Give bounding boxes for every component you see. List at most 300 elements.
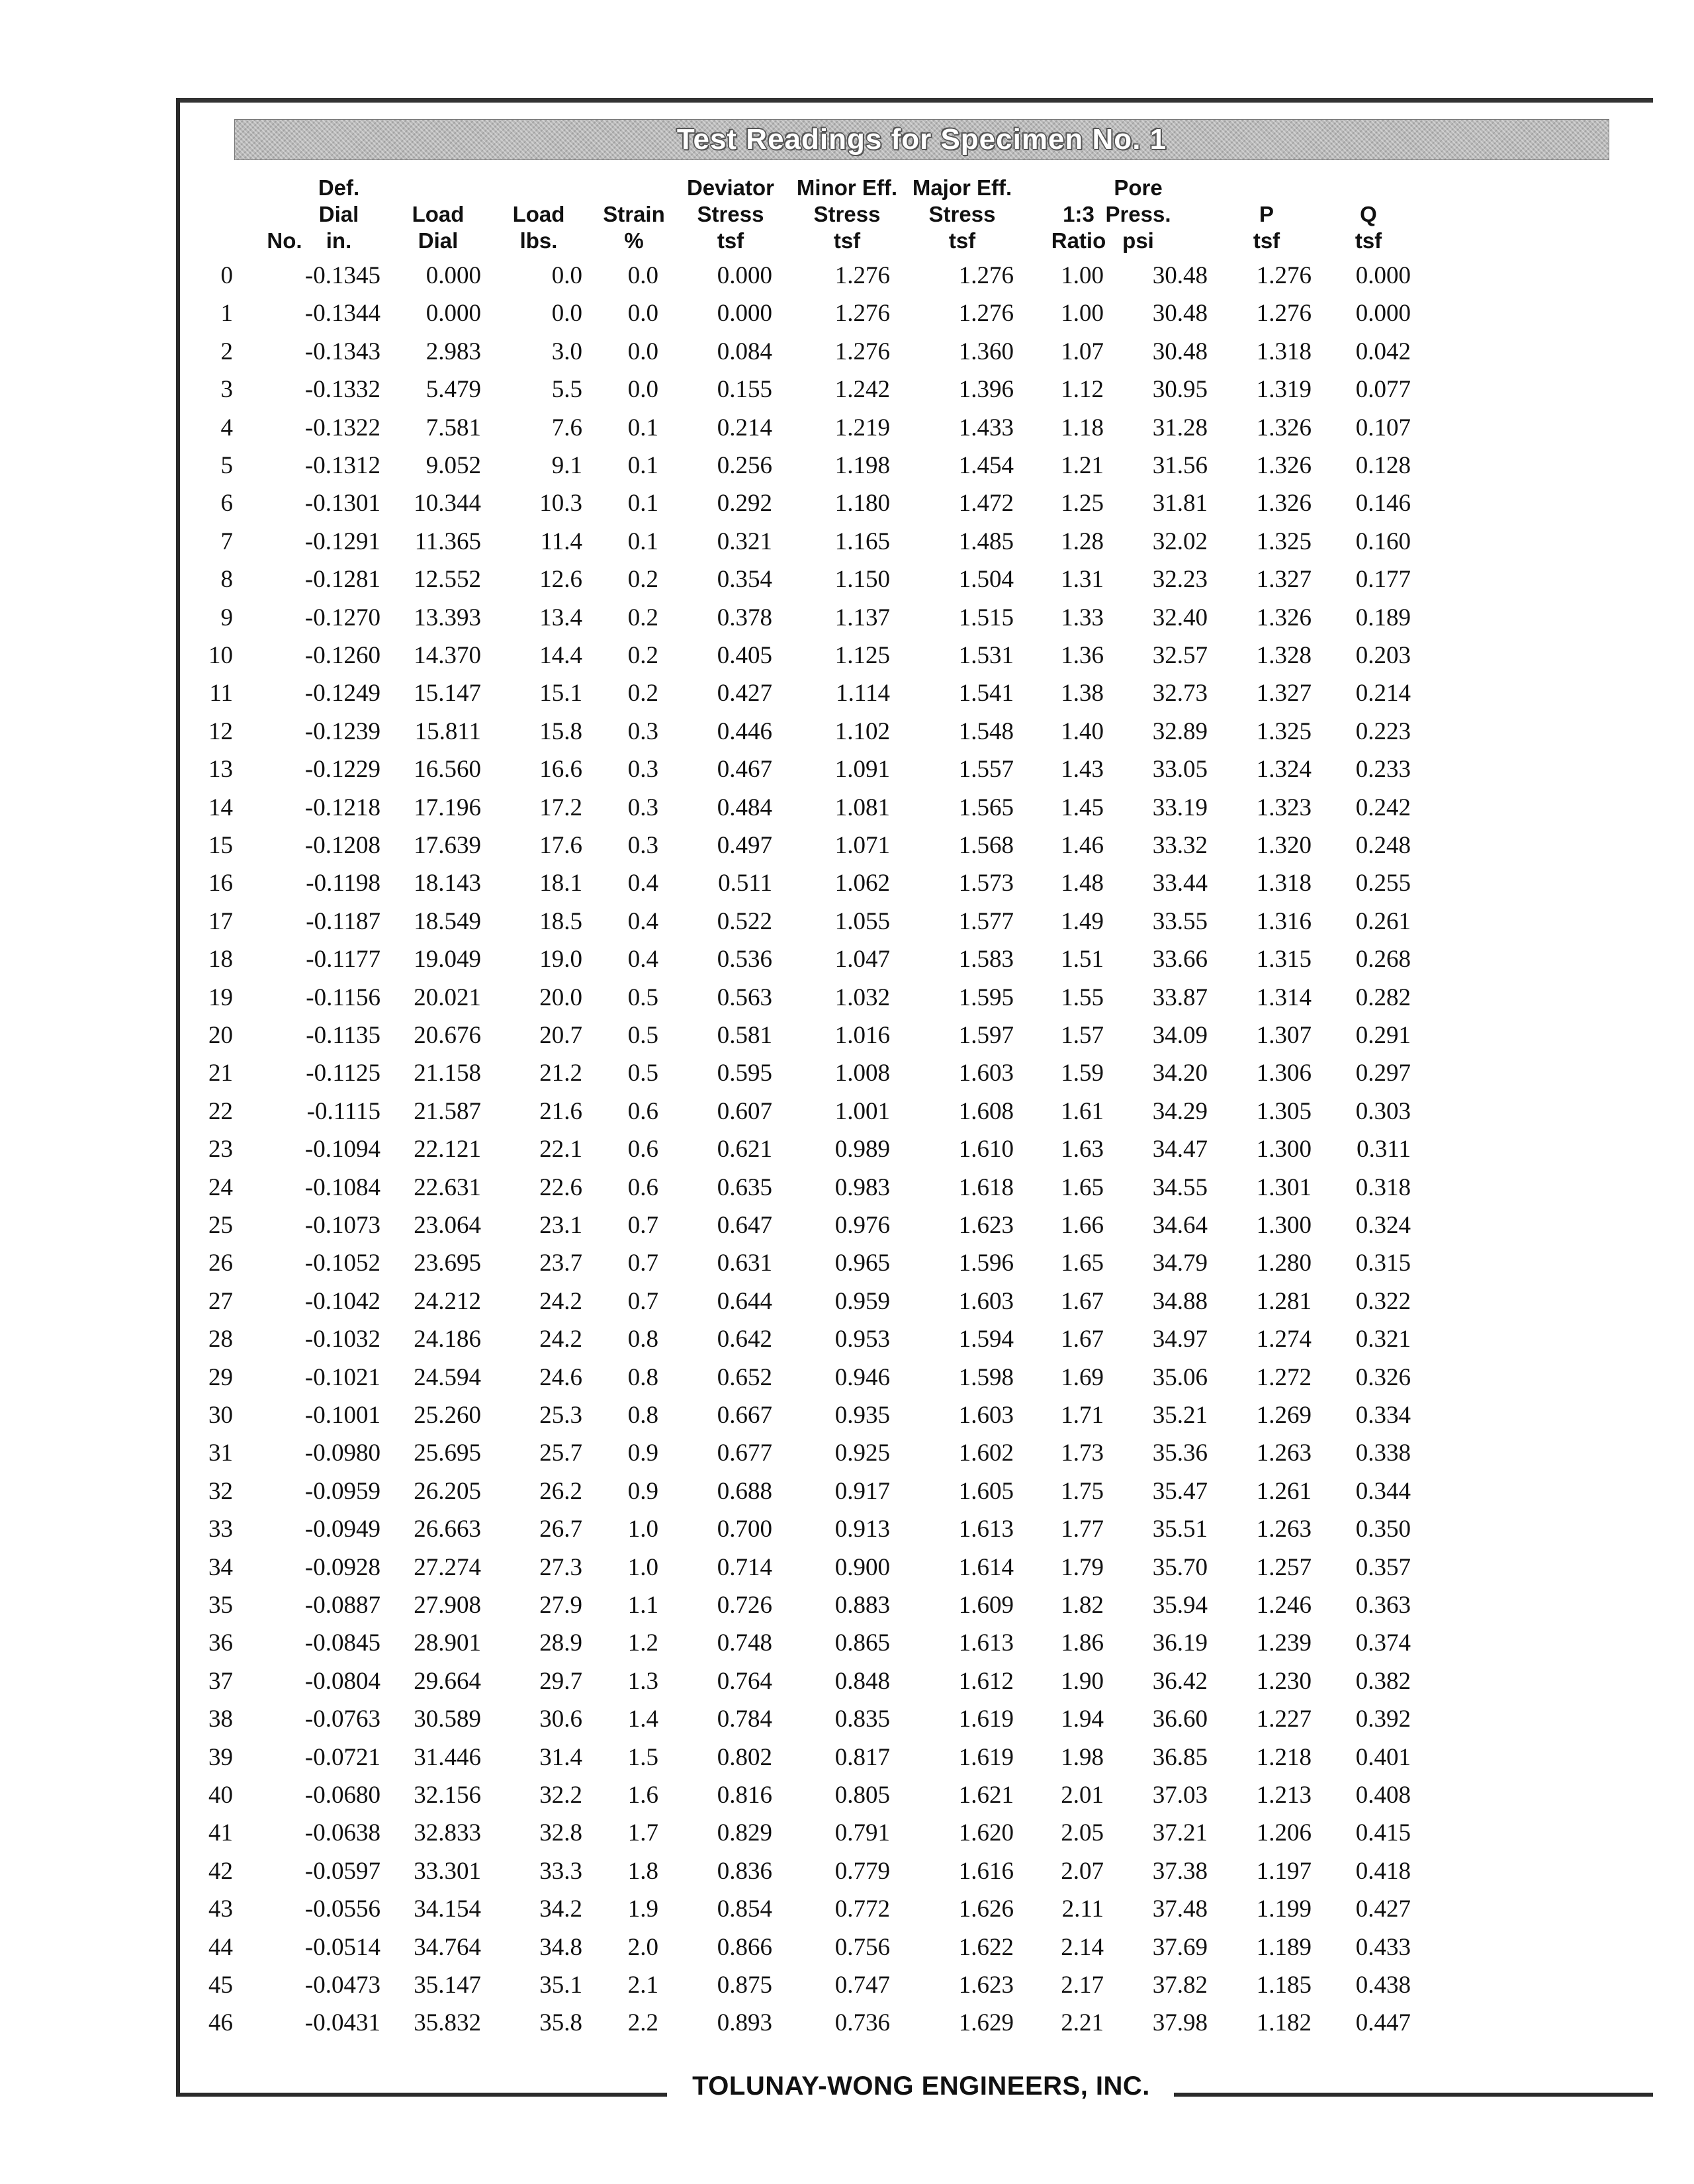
column-header-line: tsf — [833, 228, 861, 253]
table-cell: 1.613 — [958, 1629, 1014, 1657]
table-cell: 1.263 — [1256, 1439, 1312, 1467]
table-cell: -0.1249 — [304, 680, 380, 707]
table-cell: 1.016 — [834, 1022, 890, 1049]
table-cell: 27.274 — [414, 1553, 481, 1581]
table-cell: 32.2 — [539, 1782, 582, 1809]
table-cell: 32.833 — [414, 1819, 481, 1847]
table-cell: 12.552 — [414, 566, 481, 594]
table-cell: 21.2 — [539, 1060, 582, 1087]
column-header-line: Q — [1360, 202, 1377, 226]
table-cell: 1.69 — [1061, 1363, 1104, 1391]
table-cell: 1.314 — [1256, 983, 1312, 1011]
table-cell: 30.95 — [1152, 376, 1208, 404]
table-cell: 1.596 — [958, 1250, 1014, 1277]
column-header-line: Major Eff. — [912, 175, 1012, 200]
table-cell: 23.064 — [414, 1212, 481, 1239]
table-cell: 41 — [208, 1819, 233, 1847]
table-cell: 11.4 — [540, 527, 582, 555]
table-cell: 1.326 — [1256, 414, 1312, 441]
column-header-line: Dial — [318, 202, 359, 226]
table-cell: 1.047 — [834, 946, 890, 974]
table-cell: 1.45 — [1061, 794, 1104, 821]
title-banner — [234, 119, 1609, 160]
table-row — [0, 1933, 1694, 1971]
table-row — [0, 1629, 1694, 1666]
table-cell: 1.603 — [958, 1402, 1014, 1429]
table-cell: 1.276 — [834, 262, 890, 289]
table-cell: -0.0804 — [304, 1667, 380, 1695]
table-cell: 1.276 — [1256, 262, 1312, 289]
table-cell: 0.177 — [1355, 566, 1411, 594]
table-cell: 34.2 — [539, 1895, 582, 1923]
table-cell: 1.137 — [834, 604, 890, 631]
table-cell: 35.21 — [1152, 1402, 1208, 1429]
table-cell: 0.392 — [1355, 1706, 1411, 1733]
table-cell: 0.255 — [1355, 870, 1411, 897]
table-cell: 0.0 — [627, 376, 658, 404]
table-cell: 0.0 — [627, 300, 658, 328]
table-cell: 1.75 — [1061, 1477, 1104, 1505]
table-cell: 6 — [220, 490, 233, 518]
table-cell: 0.042 — [1355, 338, 1411, 365]
table-cell: 1.57 — [1061, 1022, 1104, 1049]
table-cell: 1.206 — [1256, 1819, 1312, 1847]
table-cell: -0.1260 — [304, 642, 380, 669]
table-cell: 0.8 — [627, 1363, 658, 1391]
table-cell: 17.196 — [414, 794, 481, 821]
table-cell: 32.02 — [1152, 527, 1208, 555]
table-cell: 22.631 — [414, 1173, 481, 1201]
table-cell: 1.621 — [958, 1782, 1014, 1809]
table-cell: 9.052 — [425, 452, 481, 479]
table-cell: 16 — [208, 870, 233, 897]
column-header-line: No. — [267, 228, 302, 253]
table-cell: -0.1187 — [306, 907, 380, 935]
table-cell: -0.1208 — [304, 832, 380, 859]
table-cell: 1.114 — [836, 680, 890, 707]
table-cell: 0.146 — [1355, 490, 1411, 518]
table-cell: 1.577 — [958, 907, 1014, 935]
table-cell: 34.09 — [1152, 1022, 1208, 1049]
table-cell: 1.598 — [958, 1363, 1014, 1391]
table-cell: 16.560 — [414, 756, 481, 784]
table-cell: 0.321 — [717, 527, 772, 555]
column-header — [781, 171, 913, 254]
table-cell: 35.06 — [1152, 1363, 1208, 1391]
table-cell: 1.396 — [958, 376, 1014, 404]
table-cell: 1.300 — [1256, 1212, 1312, 1239]
table-cell: 5.5 — [551, 376, 582, 404]
table-row — [0, 1325, 1694, 1363]
table-cell: 0.6 — [627, 1097, 658, 1125]
table-cell: 28.901 — [414, 1629, 481, 1657]
table-cell: 1.605 — [958, 1477, 1014, 1505]
table-cell: 1.326 — [1256, 490, 1312, 518]
table-cell: -0.0959 — [304, 1477, 380, 1505]
table-cell: 0.405 — [717, 642, 772, 669]
table-cell: 24 — [208, 1173, 233, 1201]
table-cell: 1.73 — [1061, 1439, 1104, 1467]
table-row — [0, 1477, 1694, 1515]
table-row — [0, 755, 1694, 793]
column-header-line: tsf — [1355, 228, 1382, 253]
table-cell: 0.866 — [717, 1933, 772, 1961]
table-cell: 30.48 — [1152, 262, 1208, 289]
table-row — [0, 1249, 1694, 1287]
table-cell: 4 — [220, 414, 233, 441]
table-cell: 0.077 — [1355, 376, 1411, 404]
table-row — [0, 1895, 1694, 1933]
table-cell: 0.917 — [834, 1477, 890, 1505]
table-cell: 29.664 — [414, 1667, 481, 1695]
table-cell: 31.4 — [539, 1743, 582, 1771]
table-cell: 33.55 — [1152, 907, 1208, 935]
column-header-line: 1:3 — [1063, 202, 1094, 226]
table-cell: 0.748 — [717, 1629, 772, 1657]
table-cell: 0.835 — [834, 1706, 890, 1733]
table-cell: 0.427 — [717, 680, 772, 707]
table-cell: 2.1 — [627, 1972, 658, 1999]
table-cell: 2.07 — [1061, 1857, 1104, 1885]
table-cell: 2.17 — [1061, 1972, 1104, 1999]
table-cell: 1.472 — [958, 490, 1014, 518]
table-cell: 33.19 — [1152, 794, 1208, 821]
table-cell: 0.344 — [1355, 1477, 1411, 1505]
table-cell: 1.360 — [958, 338, 1014, 365]
column-header-line: Stress — [813, 202, 881, 226]
table-cell: 0.946 — [834, 1363, 890, 1391]
table-cell: 0.700 — [717, 1516, 772, 1543]
table-row — [0, 679, 1694, 717]
table-cell: 0.791 — [834, 1819, 890, 1847]
table-cell: 0.1 — [627, 452, 658, 479]
table-cell: 1.612 — [958, 1667, 1014, 1695]
table-cell: 1.12 — [1061, 376, 1104, 404]
table-row — [0, 1097, 1694, 1135]
table-cell: 0.000 — [717, 262, 772, 289]
table-cell: 0.354 — [717, 566, 772, 594]
table-cell: -0.1239 — [304, 717, 380, 745]
table-row — [0, 1857, 1694, 1895]
table-row — [0, 1553, 1694, 1591]
table-cell: 1.59 — [1061, 1060, 1104, 1087]
table-cell: 1.82 — [1061, 1592, 1104, 1619]
table-cell: 1.66 — [1061, 1212, 1104, 1239]
table-row — [0, 414, 1694, 451]
table-cell: 0.7 — [627, 1250, 658, 1277]
table-cell: -0.1301 — [304, 490, 380, 518]
table-cell: -0.1084 — [304, 1173, 380, 1201]
table-cell: 27 — [208, 1287, 233, 1315]
table-cell: -0.1052 — [304, 1250, 380, 1277]
table-cell: 22.6 — [539, 1173, 582, 1201]
table-cell: -0.1270 — [304, 604, 380, 631]
table-cell: 14.4 — [539, 642, 582, 669]
table-cell: -0.0721 — [304, 1743, 380, 1771]
table-cell: 1.227 — [1256, 1706, 1312, 1733]
table-cell: 0.644 — [717, 1287, 772, 1315]
table-cell: 1.568 — [958, 832, 1014, 859]
table-cell: 17 — [208, 907, 233, 935]
table-cell: 1.008 — [834, 1060, 890, 1087]
table-cell: 32.73 — [1152, 680, 1208, 707]
column-header — [1072, 171, 1204, 254]
table-cell: -0.1198 — [306, 870, 380, 897]
frame-bottom-border-left — [176, 2093, 667, 2097]
table-cell: 1.40 — [1061, 717, 1104, 745]
table-cell: 1.619 — [958, 1706, 1014, 1733]
table-cell: 0.816 — [717, 1782, 772, 1809]
table-cell: 1.197 — [1256, 1857, 1312, 1885]
table-cell: 34.764 — [414, 1933, 481, 1961]
table-cell: 0.2 — [627, 604, 658, 631]
table-cell: 30.48 — [1152, 338, 1208, 365]
table-cell: 26.7 — [539, 1516, 582, 1543]
column-header-line: P — [1259, 202, 1274, 226]
table-cell: 31.56 — [1152, 452, 1208, 479]
column-header-line: Stress — [928, 202, 996, 226]
table-row — [0, 1439, 1694, 1477]
table-cell: 0.350 — [1355, 1516, 1411, 1543]
table-cell: 1.327 — [1256, 680, 1312, 707]
table-cell: 19.0 — [539, 946, 582, 974]
table-row — [0, 869, 1694, 907]
table-cell: 8 — [220, 566, 233, 594]
table-cell: 7 — [220, 527, 233, 555]
table-cell: 38 — [208, 1706, 233, 1733]
column-header-line: tsf — [717, 228, 744, 253]
table-header — [0, 171, 1694, 257]
table-cell: 35.47 — [1152, 1477, 1208, 1505]
table-cell: 34.20 — [1152, 1060, 1208, 1087]
table-cell: 0.688 — [717, 1477, 772, 1505]
frame-top-border — [176, 98, 1653, 103]
table-cell: -0.1344 — [304, 300, 380, 328]
table-cell: 25 — [208, 1212, 233, 1239]
table-cell: 0.900 — [834, 1553, 890, 1581]
table-cell: 1.276 — [958, 262, 1014, 289]
table-cell: 1.48 — [1061, 870, 1104, 897]
column-header-line: Stress — [697, 202, 764, 226]
table-cell: 5 — [220, 452, 233, 479]
table-cell: 0.581 — [717, 1022, 772, 1049]
table-cell: 0.382 — [1355, 1667, 1411, 1695]
table-cell: -0.1073 — [304, 1212, 380, 1239]
table-cell: 0.000 — [1355, 262, 1411, 289]
table-cell: 0.8 — [627, 1326, 658, 1353]
table-cell: 0.3 — [627, 794, 658, 821]
table-cell: 17.6 — [539, 832, 582, 859]
table-row — [0, 2009, 1694, 2046]
table-cell: 24.212 — [414, 1287, 481, 1315]
table-cell: -0.0763 — [304, 1706, 380, 1733]
table-cell: 1.36 — [1061, 642, 1104, 669]
table-cell: 19.049 — [414, 946, 481, 974]
table-cell: 1.629 — [958, 2009, 1014, 2037]
table-cell: 1.319 — [1256, 376, 1312, 404]
table-cell: 0.726 — [717, 1592, 772, 1619]
table-cell: -0.0928 — [304, 1553, 380, 1581]
table-cell: 1.620 — [958, 1819, 1014, 1847]
table-cell: 18 — [208, 946, 233, 974]
table-cell: 1.180 — [834, 490, 890, 518]
table-cell: 0.322 — [1355, 1287, 1411, 1315]
table-cell: 1.07 — [1061, 338, 1104, 365]
table-cell: 26.663 — [414, 1516, 481, 1543]
table-cell: 0.303 — [1355, 1097, 1411, 1125]
table-cell: 1.0 — [627, 1553, 658, 1581]
table-cell: 0.642 — [717, 1326, 772, 1353]
table-cell: -0.1291 — [304, 527, 380, 555]
table-cell: 0.242 — [1355, 794, 1411, 821]
table-cell: 1.0 — [627, 1516, 658, 1543]
table-cell: 1.263 — [1256, 1516, 1312, 1543]
table-cell: 13.4 — [539, 604, 582, 631]
table-cell: 1.65 — [1061, 1250, 1104, 1277]
table-cell: 0.324 — [1355, 1212, 1411, 1239]
table-cell: 1.257 — [1256, 1553, 1312, 1581]
table-cell: 0.4 — [627, 870, 658, 897]
table-cell: 19 — [208, 983, 233, 1011]
page-title: Test Readings for Specimen No. 1 — [676, 123, 1167, 156]
table-cell: 0.357 — [1355, 1553, 1411, 1581]
table-cell: 0.784 — [717, 1706, 772, 1733]
table-cell: 0.9 — [627, 1477, 658, 1505]
table-cell: 1.557 — [958, 756, 1014, 784]
table-cell: 23 — [208, 1136, 233, 1163]
table-cell: -0.1229 — [304, 756, 380, 784]
table-cell: 1.3 — [627, 1667, 658, 1695]
table-cell: 1.091 — [834, 756, 890, 784]
table-cell: 37.03 — [1152, 1782, 1208, 1809]
table-cell: 0.1 — [627, 414, 658, 441]
table-cell: 34.29 — [1152, 1097, 1208, 1125]
table-cell: 34.64 — [1152, 1212, 1208, 1239]
table-cell: 0.000 — [425, 300, 481, 328]
table-cell: -0.1281 — [304, 566, 380, 594]
table-cell: 1.619 — [958, 1743, 1014, 1771]
table-cell: 1.609 — [958, 1592, 1014, 1619]
table-cell: 0.0 — [627, 262, 658, 289]
table-cell: 0.677 — [717, 1439, 772, 1467]
table-cell: -0.0514 — [304, 1933, 380, 1961]
table-cell: -0.0597 — [304, 1857, 380, 1885]
table-cell: 1.583 — [958, 946, 1014, 974]
table-cell: 1.323 — [1256, 794, 1312, 821]
table-cell: 11 — [209, 680, 233, 707]
table-cell: 1.613 — [958, 1516, 1014, 1543]
table-cell: 25.260 — [414, 1402, 481, 1429]
table-cell: -0.1094 — [304, 1136, 380, 1163]
table-row — [0, 1401, 1694, 1439]
table-cell: -0.1345 — [304, 262, 380, 289]
table-cell: 0.000 — [717, 300, 772, 328]
table-cell: 33.301 — [414, 1857, 481, 1885]
table-cell: 13 — [208, 756, 233, 784]
column-header-line: in. — [326, 228, 352, 253]
table-cell: 1.305 — [1256, 1097, 1312, 1125]
table-cell: 0.0 — [551, 300, 582, 328]
table-row — [0, 299, 1694, 337]
table-cell: 0.563 — [717, 983, 772, 1011]
table-cell: 0.9 — [627, 1439, 658, 1467]
table-cell: 0.427 — [1355, 1895, 1411, 1923]
table-cell: 1.626 — [958, 1895, 1014, 1923]
table-cell: -0.0680 — [304, 1782, 380, 1809]
table-cell: 9.1 — [551, 452, 582, 479]
table-cell: 37.82 — [1152, 1972, 1208, 1999]
table-cell: 0.214 — [717, 414, 772, 441]
table-cell: 31.28 — [1152, 414, 1208, 441]
table-cell: 1.125 — [834, 642, 890, 669]
table-row — [0, 717, 1694, 755]
table-cell: 1.548 — [958, 717, 1014, 745]
table-cell: -0.1135 — [306, 1022, 380, 1049]
table-cell: 21.6 — [539, 1097, 582, 1125]
table-cell: 0.5 — [627, 1060, 658, 1087]
table-cell: 11.365 — [414, 527, 481, 555]
column-header-line: Press. — [1105, 202, 1171, 226]
table-cell: -0.0949 — [304, 1516, 380, 1543]
table-row — [0, 338, 1694, 375]
table-cell: 0.000 — [425, 262, 481, 289]
column-header-line: Deviator — [686, 175, 775, 200]
table-cell: 29 — [208, 1363, 233, 1391]
table-row — [0, 1287, 1694, 1325]
table-cell: 0.363 — [1355, 1592, 1411, 1619]
table-cell: 0.155 — [717, 376, 772, 404]
table-cell: 20.7 — [539, 1022, 582, 1049]
column-header-line: Def. — [318, 175, 360, 200]
table-cell: 2.11 — [1061, 1895, 1104, 1923]
table-cell: 17.639 — [414, 832, 481, 859]
table-cell: 1.102 — [834, 717, 890, 745]
table-cell: 1.150 — [834, 566, 890, 594]
table-cell: 34.55 — [1152, 1173, 1208, 1201]
table-cell: 0.160 — [1355, 527, 1411, 555]
table-cell: 20.021 — [414, 983, 481, 1011]
table-cell: 33.05 — [1152, 756, 1208, 784]
table-cell: -0.1115 — [306, 1097, 380, 1125]
table-cell: 0.467 — [717, 756, 772, 784]
table-cell: 1.246 — [1256, 1592, 1312, 1619]
table-cell: 0.893 — [717, 2009, 772, 2037]
table-cell: 1.595 — [958, 983, 1014, 1011]
table-cell: 1.602 — [958, 1439, 1014, 1467]
table-cell: 1.269 — [1256, 1402, 1312, 1429]
table-cell: 32.89 — [1152, 717, 1208, 745]
table-cell: 1.274 — [1256, 1326, 1312, 1353]
table-cell: 0.511 — [718, 870, 772, 897]
table-cell: 24.186 — [414, 1326, 481, 1353]
table-cell: 39 — [208, 1743, 233, 1771]
table-row — [0, 1781, 1694, 1819]
table-cell: 0.4 — [627, 907, 658, 935]
table-cell: 14 — [208, 794, 233, 821]
table-cell: 0.438 — [1355, 1972, 1411, 1999]
table-cell: 0 — [220, 262, 233, 289]
table-cell: 1.326 — [1256, 452, 1312, 479]
table-cell: -0.1021 — [304, 1363, 380, 1391]
table-row — [0, 831, 1694, 869]
table-cell: 1.301 — [1256, 1173, 1312, 1201]
table-cell: 1.326 — [1256, 604, 1312, 631]
table-cell: 27.3 — [539, 1553, 582, 1581]
table-cell: 0.875 — [717, 1972, 772, 1999]
table-cell: 0.128 — [1355, 452, 1411, 479]
table-cell: 0.374 — [1355, 1629, 1411, 1657]
table-cell: 0.268 — [1355, 946, 1411, 974]
